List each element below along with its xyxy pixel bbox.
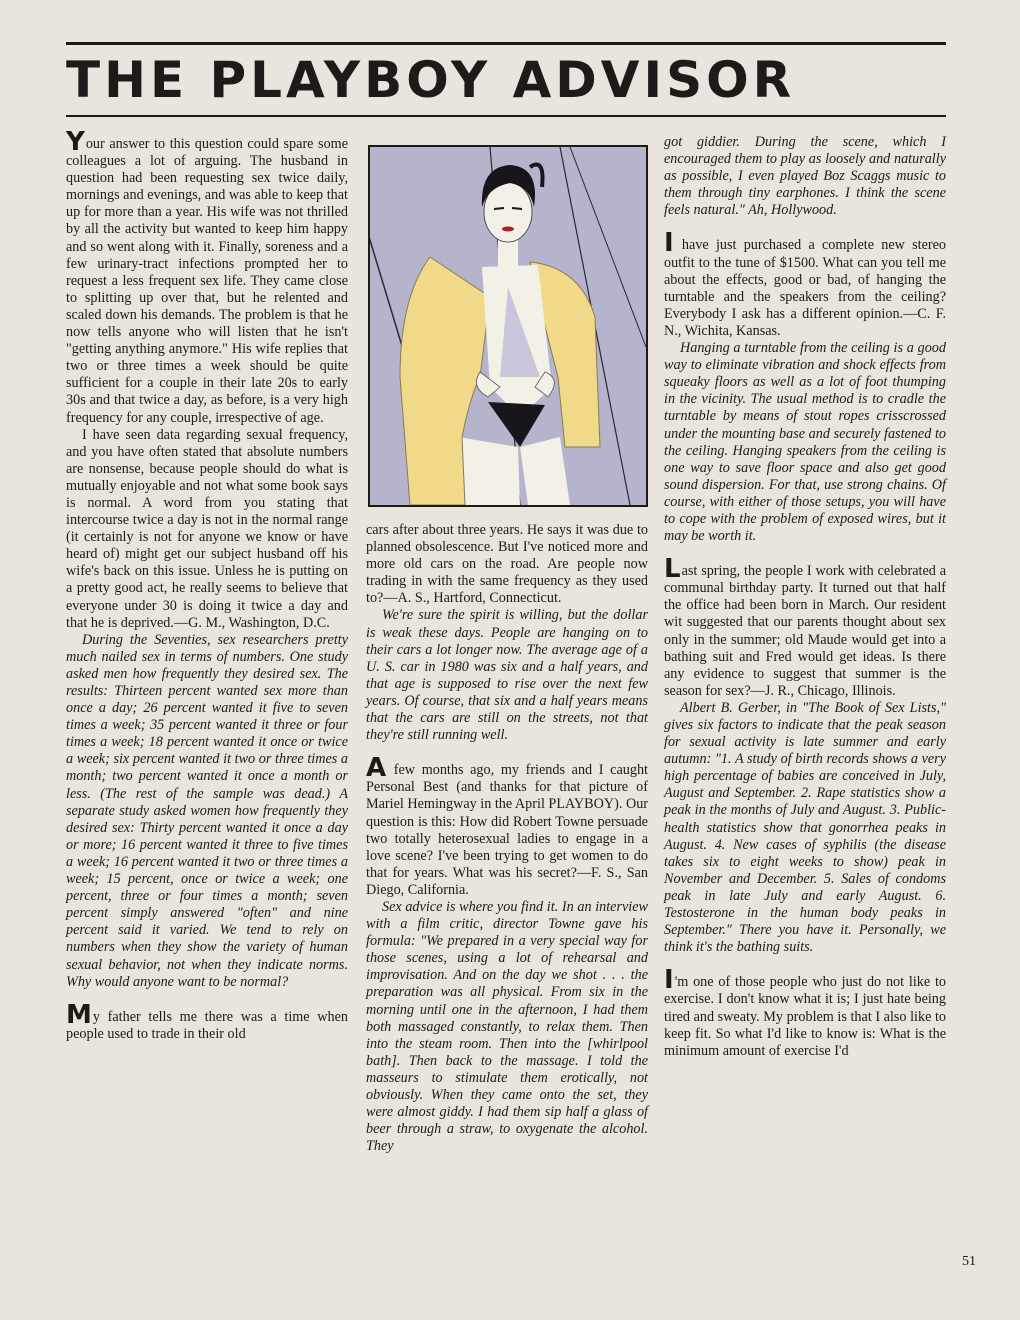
answer-paragraph: got giddier. During the scene, which I encouraged them to play as loosely and naturally as possible, I even played Boz Scaggs music to them through tiny earphones. I think the scene feels natural." Ah, Hollywood. — [664, 134, 946, 219]
letter-paragraph: I'm one of those people who just do not like to exercise. I don't know what it is; I just hate being tired and sweaty. My problem is that I also like to keep fit. So what I'd like to know is: What is the minimum amount of exercise I'd — [664, 965, 946, 1059]
letter-paragraph: I have seen data regarding sexual frequency, and you have often stated that absolute numbers are nonsense, because people should do what is mutually enjoyable and not what some book says is normal. A word from you stating that intercourse twice a day is not in the normal range (it certainly is not for anyone we know or have heard of) might get our subject husband off his wife's back on this issue. Unless he is putting on a pretty good act, he really seems to believe that everyone under 30 is doing it twice a day and that he is deprived.—G. M., Washington, D.C. — [66, 426, 348, 631]
page-number: 51 — [962, 1254, 976, 1269]
letter-paragraph: I have just purchased a complete new stereo outfit to the tune of $1500. What can you tell me about the effects, good or bad, of hanging the turntable and the speakers from the ceiling? Everybody I ask has a different opinion.—C. F. N., Wichita, Kansas. — [664, 228, 946, 339]
drop-cap: I — [664, 965, 674, 996]
answer-paragraph: During the Seventies, sex researchers pretty much nailed sex in terms of numbers. One study asked men how frequently they desired sex. The results: Thirteen percent wanted sex more than once a day; 26 percent wanted it five to seven times a week; 35 percent wanted it three or four times a week; 18 percent wanted it once or twice a week; six percent wanted it two or three times a month; two percent wanted it once a month or less. (The rest of the sample was dead.) A separate study asked women how frequently they desired sex: Thirty percent wanted it once a day or more; 16 percent wanted it three to five times a week; 16 percent wanted it two or three times a week; 15 percent, once or twice a week; one percent, three or four times a month; seven percent simply answered "often" and nine percent said it varied. We tend to rely on numbers when they show the variety of human sexual behavior, not when they indicate norms. Why would anyone want to be normal? — [66, 631, 348, 990]
drop-cap: Y — [66, 127, 85, 157]
letter-paragraph: cars after about three years. He says it was due to planned obsolescence. But I've noticed more and more old cars on the road. Are people now trading in with the same frequency as they used to?—A. S., Hartford, Connecticut. — [366, 522, 648, 607]
drop-cap: M — [66, 999, 92, 1030]
answer-paragraph: Albert B. Gerber, in "The Book of Sex Lists," gives six factors to indicate that the peak season for sexual activity is late summer and early autumn: "1. A study of birth records shows a very high percentage of babies are conceived in July, August and September. 2. Rape statistics show a peak in the months of July and August. 3. Public-health statistics show that gonorrhea peaks in August. 4. New cases of syphilis (the disease takes six to eight weeks to show) peak in November and December. 5. Sales of condoms peak in late July and early August. 6. Testosterone in the human body peaks in September." There you have it. Personally, we think it's the bathing suits. — [664, 699, 946, 956]
drop-cap: I — [664, 228, 674, 259]
drop-cap: A — [366, 753, 387, 784]
fashion-illustration — [370, 147, 646, 505]
column-3 — [664, 134, 946, 1060]
masthead-bottom-rule — [66, 115, 946, 117]
column-1 — [66, 127, 348, 1043]
answer-paragraph: We're sure the spirit is willing, but the dollar is weak these days. People are hanging on to their cars a lot longer now. The average age of a U. S. car in 1980 was six and a half years, and that age is supposed to rise over the next few years. Of course, that six and a half years means that the cars are still on the streets, not that they're still running well. — [366, 607, 648, 744]
answer-paragraph: Hanging a turntable from the ceiling is a good way to eliminate vibration and shock effects from squeaky floors as well as a lot of foot thumping in the vicinity. The usual method is to cradle the turntable by means of stout ropes crisscrossed under the mounting base and securely fastened to the ceiling. Hanging speakers from the ceiling is one way to save floor space and also get good sound dispersion. For that, use strong chains. Of course, with either of those setups, you will have to cope with the problem of exposed wires, but it may be worth it. — [664, 340, 946, 545]
page-title: THE PLAYBOY ADVISOR — [66, 51, 796, 109]
drop-cap: L — [664, 554, 681, 585]
letter-paragraph: Your answer to this question could spare some colleagues a lot of arguing. The husband in question had been requesting sex twice daily, mornings and evenings, and was able to keep that up for more than a year. His wife was not thrilled by all the activity but wanted to keep him happy and so went along with it. Finally, soreness and a few urinary-tract infections prompted her to request a less frequent sex life. They came close to splitting up over that, but he relented and scaled down his demands. The problem is that he now tells anyone who will listen that he isn't "getting anything anymore." His wife replies that two or three times a week should be quite sufficient for a couple in their late 20s to early 30s and that twice a day, as before, is a very high frequency for any couple, irrespective of age. — [66, 127, 348, 426]
letter-paragraph: My father tells me there was a time when people used to trade in their old — [66, 999, 348, 1042]
letter-paragraph: A few months ago, my friends and I caught Personal Best (and thanks for that picture of Mariel Hemingway in the April PLAYBOY). Our question is this: How did Robert Towne persuade two totally heterosexual ladies to engage in a love scene? I've been trying to get women to do that for years. What was his secret?—F. S., San Diego, California. — [366, 753, 649, 898]
column-2 — [366, 522, 648, 1155]
masthead-top-rule — [66, 42, 946, 45]
letter-paragraph: Last spring, the people I work with celebrated a communal birthday party. It turned out that half the office had been born in March. Our resident wit suggested that our parents thought about sex only in the summer; old Maude would get into a bathing suit and Fred would get ideas. Is there any evidence to suggest that summer is the season for sex?—J. R., Chicago, Illinois. — [664, 554, 946, 699]
answer-paragraph: Sex advice is where you find it. In an interview with a film critic, director Towne gave his formula: "We prepared in a very special way for those scenes, using a lot of rehearsal and improvisation. And on the day we shot . . . the preparation was all physical. From six in the morning until one in the afternoon, I had them both massaged constantly, to relax them. Then into the steam room. Then into the [whirlpool bath]. Then back to the massage. I told the masseurs to stimulate them erotically, not obviously. When they came onto the set, they were almost giddy. I had them sip half a glass of beer through a straw, to oxygenate the alcohol. They — [366, 898, 648, 1155]
illustration — [368, 145, 648, 507]
